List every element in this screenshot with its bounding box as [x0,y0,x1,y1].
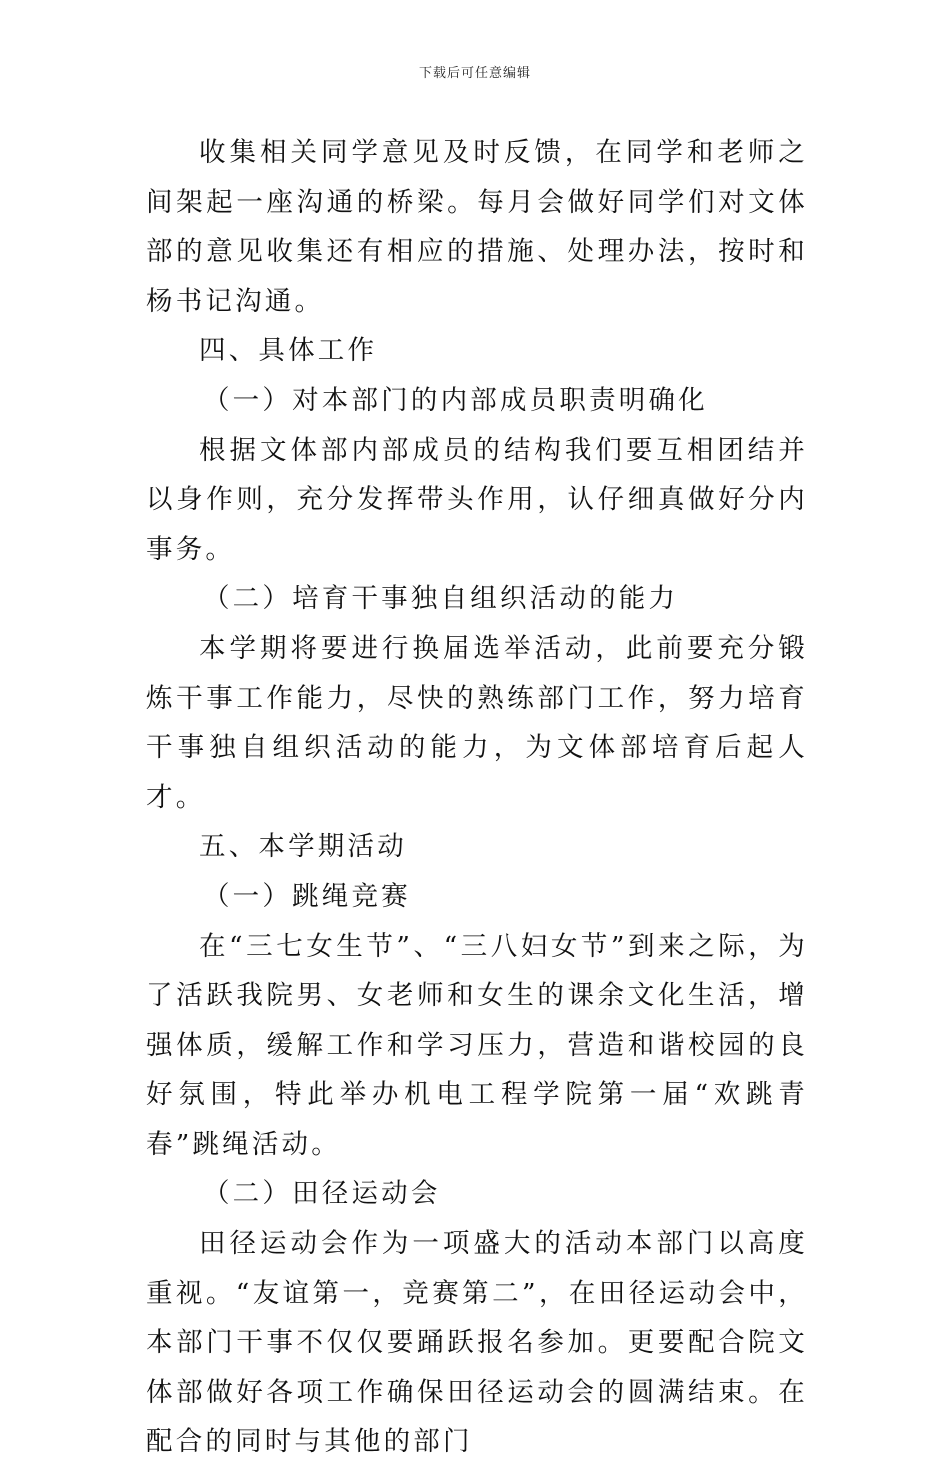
document-body [146,128,808,1467]
paragraph-feedback: 收集相关同学意见及时反馈，在同学和老师之间架起一座沟通的桥梁。每月会做好同学们对文体部的意见收集还有相应的措施、处理办法，按时和杨书记沟通。 [146,137,808,317]
section-heading-activities: 五、本学期活动 [199,831,407,863]
section-heading-specific-work: 四、具体工作 [199,335,378,367]
subheading-member-duties: （一）对本部门的内部成员职责明确化 [202,384,708,416]
subheading-staff-ability: （二）培育干事独自组织活动的能力 [202,583,679,615]
paragraph-rope-skipping: 在“三七女生节”、“三八妇女节”到来之际，为了活跃我院男、女老师和女生的课余文化生活，增强体质，缓解工作和学习压力，营造和谐校园的良好氛围，特此举办机电工程学院第一届“欢跳青春”跳绳活动。 [146,930,808,1160]
paragraph-member-duties: 根据文体部内部成员的结构我们要互相团结并以身作则，充分发挥带头作用，认仔细真做好分内事务。 [146,434,808,565]
subheading-rope-skipping: （一）跳绳竞赛 [202,880,411,912]
paragraph-track-field: 田径运动会作为一项盛大的活动本部门以高度重视。“友谊第一，竞赛第二”，在田径运动会中，本部门干事不仅仅要踊跃报名参加。更要配合院文体部做好各项工作确保田径运动会的圆满结束。在配合的同时与其他的部门 [146,1228,808,1458]
page-header: 下载后可任意编辑 [418,66,531,81]
subheading-track-field: （二）田径运动会 [202,1178,441,1210]
paragraph-staff-ability: 本学期将要进行换届选举活动，此前要充分锻炼干事工作能力，尽快的熟练部门工作，努力培育干事独自组织活动的能力，为文体部培育后起人才。 [146,632,808,813]
